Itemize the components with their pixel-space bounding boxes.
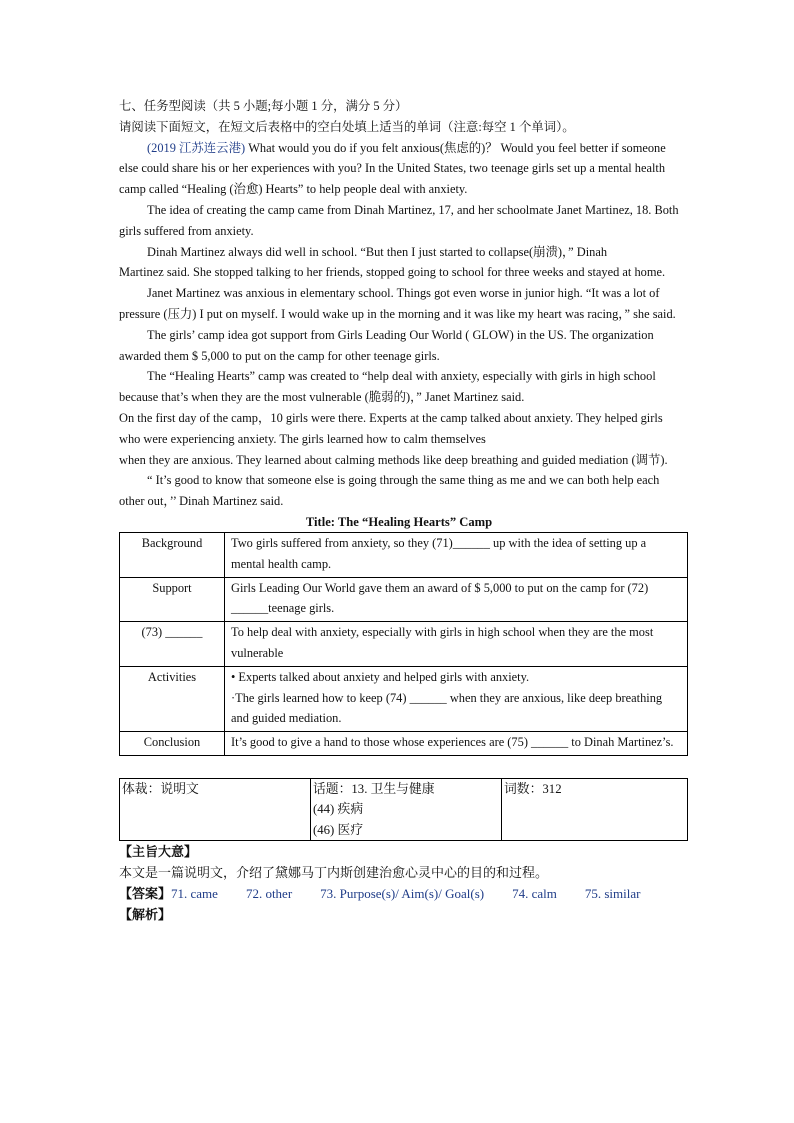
activity-line-1: • Experts talked about anxiety and helped girls with anxiety. [231, 669, 530, 684]
passage-paragraph-3b: Martinez said. She stopped talking to her friends, stopped going to school for three weeks and stayed at home. [119, 265, 666, 280]
answer-item: 72. other [245, 886, 293, 902]
passage-paragraph-5: The girls’ camp idea got support from Girls Leading Our World ( GLOW) in the US. The organization awarded them $ 5,000 to put on the camp for other teenage girls. [119, 327, 654, 363]
passage-paragraph-6b: On the first day of the camp，10 girls were there. Experts at the camp talked about anxiety. They helped girls who were experiencing anxiety. The girls learned how to calm themselves [119, 410, 663, 446]
table-row [120, 666, 688, 731]
table-row [120, 778, 688, 840]
passage-paragraph-3a: Dinah Martinez always did well in school. “But then I just started to collapse(崩溃)，” Dinah [147, 244, 608, 259]
row-label: (73) ______ [120, 622, 225, 667]
row-content: Girls Leading Our World gave them an award of $ 5,000 to put on the camp for (72) ______teenage girls. [225, 577, 688, 622]
answer-line [119, 883, 679, 904]
topic-cell [311, 778, 502, 840]
table-row [120, 732, 688, 756]
answer-item: 71. came [171, 886, 218, 902]
word-count-cell: 词数：312 [502, 778, 688, 840]
table-title: Title: The “Healing Hearts” Camp [305, 514, 493, 529]
table-row [120, 577, 688, 622]
meta-table [119, 778, 688, 841]
answer-item: 73. Purpose(s)/ Aim(s)/ Goal(s) [320, 886, 485, 902]
analysis-label: 【解析】 [119, 907, 172, 923]
task-table [119, 532, 688, 756]
genre-cell: 体裁：说明文 [120, 778, 311, 840]
table-row [120, 622, 688, 667]
passage-paragraph-2: The idea of creating the camp came from Dinah Martinez, 17, and her schoolmate Janet Martinez, 18. Both girls suffered from anxiety. [119, 202, 679, 238]
passage-paragraph-4: Janet Martinez was anxious in elementary school. Things got even worse in junior high. “It was a lot of pressure (压力) I put on myself. I would wake up in the morning and it was like my heart was racing，” she said. [119, 286, 676, 321]
passage-paragraph-6a: The “Healing Hearts” camp was created to “help deal with anxiety, especially with girls in high school because that’s when they are the most vulnerable (脆弱的)，” Janet Martinez said. [119, 369, 656, 405]
row-content: Two girls suffered from anxiety, so they (71)______ up with the idea of setting up a mental health camp. [225, 532, 688, 577]
topic-line: (44) 疾病 [313, 802, 364, 817]
row-label: Activities [120, 666, 225, 731]
summary-text: 本文是一篇说明文，介绍了黛娜马丁内斯创建治愈心灵中心的目的和过程。 [119, 865, 549, 881]
answer-item: 74. calm [512, 886, 557, 902]
passage-paragraph-6c: when they are anxious. They learned about calming methods like deep breathing and guided mediation (调节). [119, 452, 668, 467]
row-content [225, 666, 688, 731]
topic-line: (46) 医疗 [313, 822, 364, 837]
passage-paragraph-7: “ It’s good to know that someone else is going through the same thing as me and we can both help each other out，’’ Dinah Martinez said. [119, 473, 660, 509]
answer-item: 75. similar [584, 886, 641, 902]
row-content: It’s good to give a hand to those whose experiences are (75) ______ to Dinah Martinez’s. [225, 732, 688, 756]
activity-line-2: ·The girls learned how to keep (74) ______ when they are anxious, like deep breathing and guided mediation. [231, 690, 663, 726]
row-label: Support [120, 577, 225, 622]
row-content: To help deal with anxiety, especially with girls in high school when they are the most vulnerable [225, 622, 688, 667]
passage-paragraph-1: (2019 江苏连云港) What would you do if you felt anxious(焦虑的)？ Would you feel better if someone else could share his or her experiences with you? In the United States, two teenage girls set up a mental health camp called “Healing (治愈) Hearts” to help people deal with anxiety. [119, 140, 666, 197]
document-page [119, 96, 679, 925]
instruction: 请阅读下面短文，在短文后表格中的空白处填上适当的单词（注意:每空 1 个单词）。 [119, 119, 575, 134]
passage [119, 138, 679, 512]
answer-label: 【答案】 [119, 886, 172, 902]
section-heading: 七、任务型阅读（共 5 小题;每小题 1 分，满分 5 分） [119, 99, 408, 113]
topic-line: 话题：13. 卫生与健康 [313, 781, 435, 796]
row-label: Conclusion [120, 732, 225, 756]
row-label: Background [120, 532, 225, 577]
table-row [120, 532, 688, 577]
summary-heading: 【主旨大意】 [119, 844, 198, 860]
source-tag: (2019 江苏连云港) [147, 140, 246, 155]
